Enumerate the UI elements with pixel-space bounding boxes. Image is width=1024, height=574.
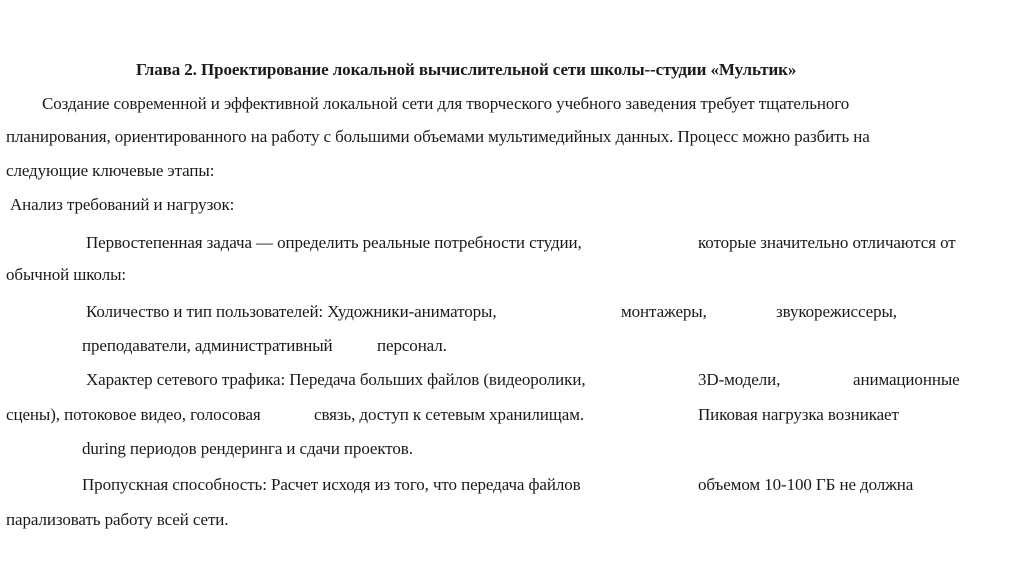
para3-text-c: анимационные [853,370,960,389]
para2-text-b: монтажеры, [621,302,707,321]
para1-text-a: Первостепенная задача — определить реальные потребности студии, [86,233,582,252]
para3-text-a: Характер сетевого трафика: Передача больших файлов (видеоролики, [86,370,586,389]
para2-text-d: преподаватели, административный [82,336,333,355]
para3-text-b: 3D-модели, [698,370,781,389]
chapter-title: Глава 2. Проектирование локальной вычислительной сети школы--студии «Мультик» [136,60,797,79]
intro-line-1: Создание современной и эффективной локальной сети для творческого учебного заведения требует тщательного [42,94,850,113]
para1-text-b: которые значительно отличаются от [698,233,956,252]
section-heading: Анализ требований и нагрузок: [10,195,235,214]
para1-text-c: обычной школы: [6,265,127,284]
para3-text-g: during периодов рендеринга и сдачи проектов. [82,439,413,458]
para3-text-e: связь, доступ к сетевым хранилищам. [314,405,585,424]
para3-text-d: сцены), потоковое видео, голосовая [6,405,261,424]
intro-line-2: планирования, ориентированного на работу с большими объемами мультимедийных данных. Процесс можно разбить на [6,127,870,146]
para2-text-c: звукорежиссеры, [776,302,897,321]
para4-text-a: Пропускная способность: Расчет исходя из того, что передача файлов [82,475,581,494]
para4-text-b: объемом 10-100 ГБ не должна [698,475,914,494]
para2-text-a: Количество и тип пользователей: Художники-аниматоры, [86,302,497,321]
para3-text-f: Пиковая нагрузка возникает [698,405,899,424]
para4-text-c: парализовать работу всей сети. [6,510,229,529]
intro-line-3: следующие ключевые этапы: [6,161,215,180]
para2-text-e: персонал. [377,336,447,355]
